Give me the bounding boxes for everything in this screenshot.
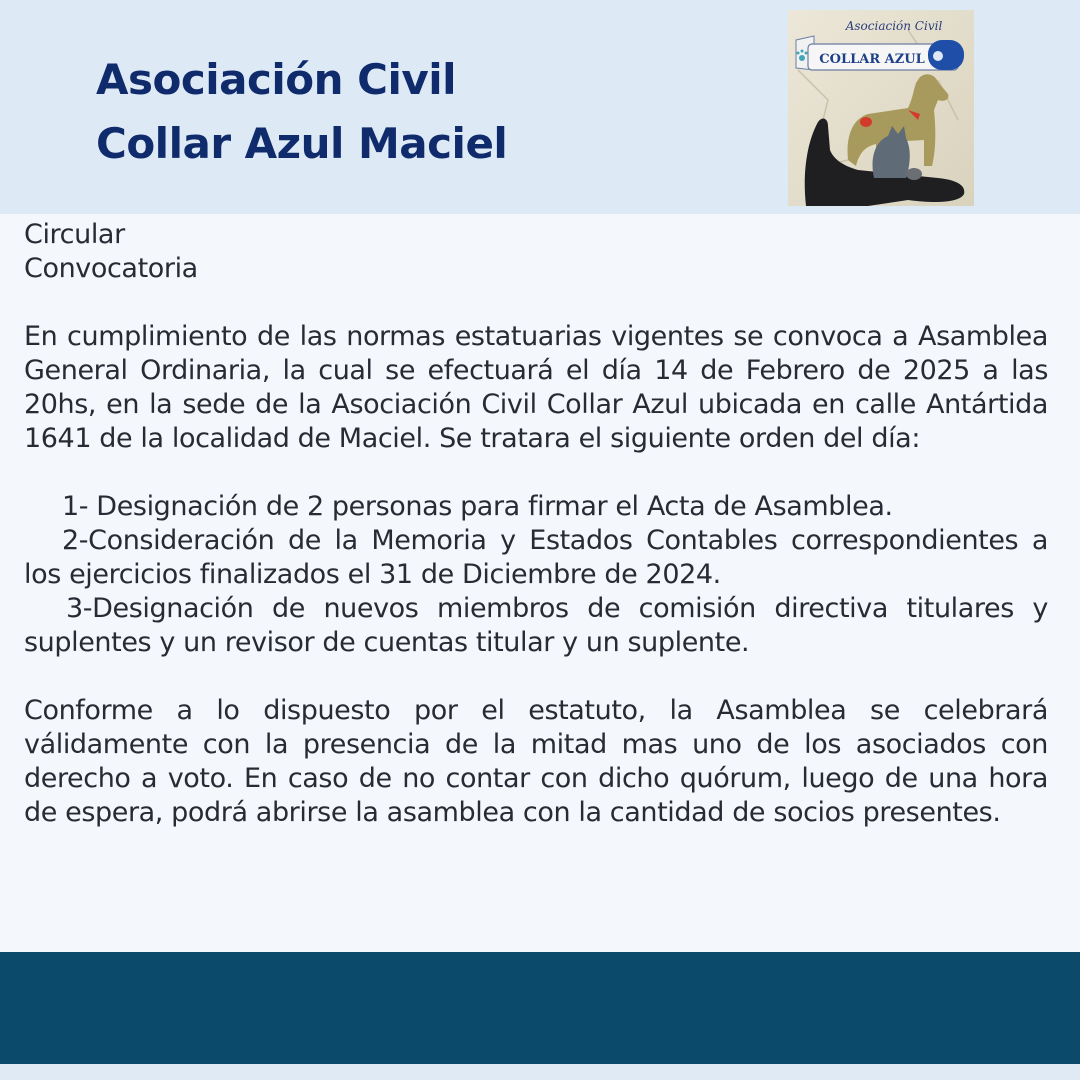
circular-text <box>24 218 1048 830</box>
intro-paragraph: En cumplimiento de las normas estatuarias vigentes se convoca a Asamblea General Ordinaria, la cual se efectuará el día 14 de Febrero de 2025 a las 20hs, en la sede de la Asociación Civil Collar Azul ubicada en calle Antártida 1641 de la localidad de Maciel. Se tratara el siguiente orden del día: <box>24 321 1048 454</box>
bird-icon <box>860 117 872 127</box>
agenda-item-3: 3-Designación de nuevos miembros de comisión directiva titulares y suplentes y un revisor de cuentas titular y un suplente. <box>24 593 1048 658</box>
agenda-item-2: 2-Consideración de la Memoria y Estados Contables correspondientes a los ejercicios finalizados el 31 de Diciembre de 2024. <box>24 525 1048 590</box>
organization-title <box>96 48 507 176</box>
header <box>0 0 1080 214</box>
convocatoria-heading: Convocatoria <box>24 253 198 284</box>
document-body <box>0 214 1080 952</box>
circular-heading: Circular <box>24 219 125 250</box>
agenda-item-1: 1- Designación de 2 personas para firmar el Acta de Asamblea. <box>62 491 893 522</box>
organization-logo <box>788 10 974 206</box>
bottom-strip <box>0 1064 1080 1080</box>
mouse-icon <box>906 168 922 180</box>
logo-graphic <box>788 10 974 206</box>
closing-paragraph: Conforme a lo dispuesto por el estatuto, la Asamblea se celebrará válidamente con la presencia de la mitad mas uno de los asociados con derecho a voto. En caso de no contar con dicho quórum, luego de una hora de espera, podrá abrirse la asamblea con la cantidad de socios presentes. <box>24 695 1048 828</box>
logo-top-text: Asociación Civil <box>845 19 943 33</box>
title-line-2: Collar Azul Maciel <box>96 119 508 168</box>
logo-banner-text: COLLAR AZUL <box>819 52 925 67</box>
title-line-1: Asociación Civil <box>96 55 457 104</box>
footer-band <box>0 952 1080 1064</box>
